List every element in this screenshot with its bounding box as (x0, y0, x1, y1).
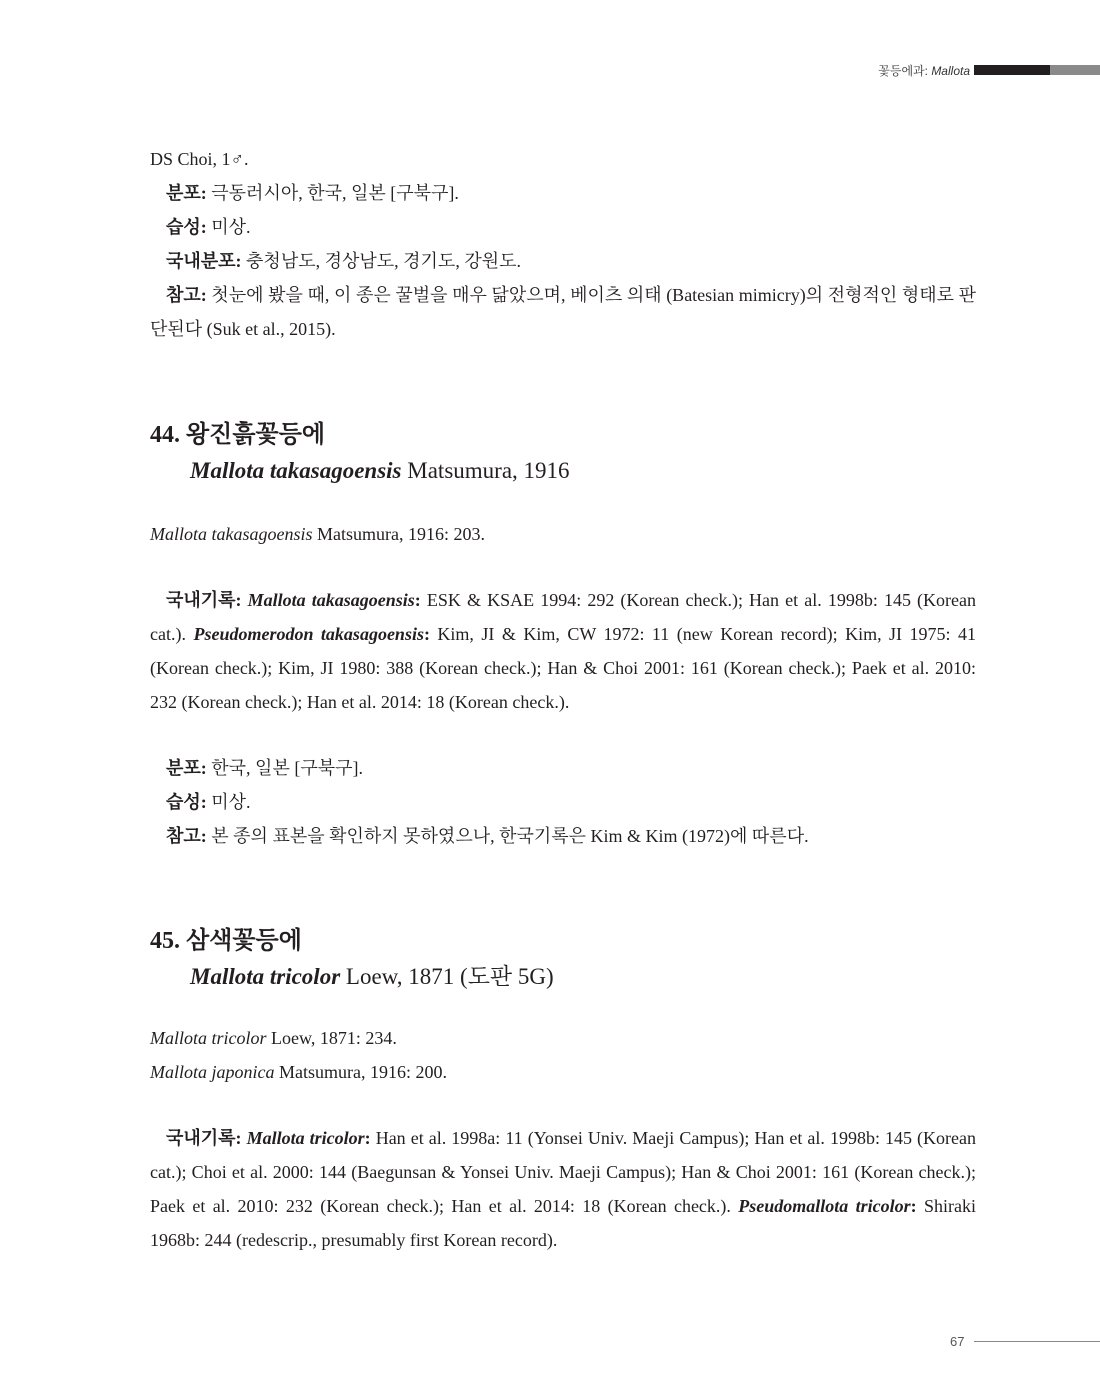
species-45-scientific-name: Mallota tricolor Loew, 1871 (도판 5G) (190, 964, 554, 989)
species-45-title: 45. 삼색꽃등에 (150, 928, 302, 954)
page-body (150, 142, 976, 1257)
species-45-synonyms (150, 1021, 976, 1089)
species-44-remark: 참고: 본 종의 표본을 확인하지 못하였으나, 한국기록은 Kim & Kim (1972)에 따른다. (166, 826, 809, 846)
header-bar-gray (1050, 65, 1100, 75)
species-44-synonym: Mallota takasagoensis Matsumura, 1916: 203. (150, 524, 485, 544)
running-header-genus: Mallota (931, 63, 970, 78)
species-44-records: 국내기록: Mallota takasagoensis: ESK & KSAE 1994: 292 (Korean check.); Han et al. 1998b: 145 (Korean cat.). Pseudomerodon takasagoensis: Kim, JI & Kim, CW 1972: 11 (new Korean record); Kim, JI 1975: 41 (Korean check.); Kim, JI 1980: 388 (Korean check.); Han & Choi 2001: 161 (Korean check.); Paek et al. 2010: 232 (Korean check.); Han et al. 2014: 18 (Korean check.). (150, 590, 977, 712)
species-44-habit: 습성: 미상. (166, 792, 251, 812)
species-45-synonym-1: Mallota tricolor Loew, 1871: 234. (150, 1028, 397, 1048)
previous-species-tail (150, 142, 976, 346)
species-44-distribution: 분포: 한국, 일본 [구북구]. (166, 758, 363, 778)
page-footer (950, 1334, 1100, 1349)
species-44-scientific-name: Mallota takasagoensis Matsumura, 1916 (190, 458, 570, 483)
domestic-distribution-line: 국내분포: 충청남도, 경상남도, 경기도, 강원도. (166, 251, 521, 271)
species-44-title: 44. 왕진흙꽃등에 (150, 422, 326, 448)
species-45 (150, 923, 976, 1257)
species-44-notes (150, 751, 976, 853)
habit-line: 습성: 미상. (166, 217, 251, 237)
species-44 (150, 417, 976, 853)
remark-paragraph: 참고: 첫눈에 봤을 때, 이 종은 꿀벌을 매우 닮았으며, 베이츠 의태 (Batesian mimicry)의 전형적인 형태로 판단된다 (Suk et al., 2015). (150, 285, 976, 339)
distribution-line: 분포: 극동러시아, 한국, 일본 [구북구]. (166, 183, 459, 203)
running-header (878, 62, 1100, 78)
species-45-synonym-2: Mallota japonica Matsumura, 1916: 200. (150, 1062, 447, 1082)
running-header-label: 꽃등에과: Mallota (878, 63, 970, 78)
material-line: DS Choi, 1♂. (150, 149, 249, 169)
footer-rule (974, 1341, 1100, 1342)
header-bar-dark (974, 65, 1050, 75)
species-45-records: 국내기록: Mallota tricolor: Han et al. 1998a: 11 (Yonsei Univ. Maeji Campus); Han et al. 1998b: 145 (Korean cat.); Choi et al. 2000: 144 (Baegunsan & Yonsei Univ. Maeji Campus); Han & Choi 2001: 161 (Korean check.); Paek et al. 2010: 232 (Korean check.); Han et al. 2014: 18 (Korean check.). Pseudomallota tricolor: Shiraki 1968b: 244 (redescrip., presumably first Korean record). (150, 1128, 977, 1250)
page-number: 67 (950, 1334, 965, 1349)
